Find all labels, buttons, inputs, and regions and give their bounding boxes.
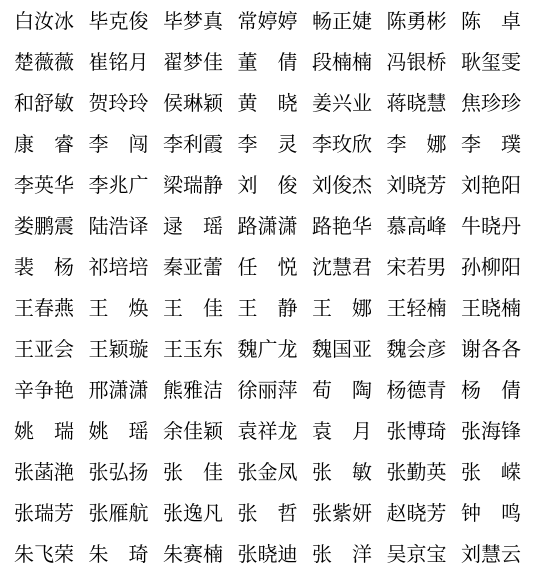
name-cell: 李兆广: [88, 172, 149, 197]
name-cell: 王轻楠: [386, 295, 447, 320]
name-cell: 张 洋: [312, 541, 372, 566]
name-cell: 李英华: [14, 172, 74, 197]
name-cell: 张 哲: [237, 500, 298, 525]
name-cell: 董 倩: [237, 49, 298, 74]
name-cell: 焦珍珍: [461, 90, 521, 115]
name-cell: 张金凤: [237, 459, 298, 484]
name-cell: 陈 卓: [461, 8, 521, 33]
name-cell: 沈慧君: [312, 254, 372, 279]
name-cell: 陈勇彬: [386, 8, 447, 33]
name-cell: 姚 瑶: [88, 418, 149, 443]
name-cell: 李 璞: [461, 131, 521, 156]
name-cell: 刘慧云: [461, 541, 521, 566]
name-cell: 段楠楠: [312, 49, 372, 74]
name-cell: 吴京宝: [386, 541, 447, 566]
name-cell: 魏会彦: [386, 336, 447, 361]
name-cell: 钟 鸣: [461, 500, 521, 525]
name-cell: 张瑞芳: [14, 500, 74, 525]
name-cell: 任 悦: [237, 254, 298, 279]
name-cell: 李 娜: [386, 131, 447, 156]
name-cell: 朱赛楠: [163, 541, 223, 566]
name-cell: 冯银桥: [386, 49, 447, 74]
name-cell: 荀 陶: [312, 377, 372, 402]
name-cell: 梁瑞静: [163, 172, 223, 197]
name-cell: 魏广龙: [237, 336, 298, 361]
name-cell: 张 敏: [312, 459, 372, 484]
name-cell: 宋若男: [386, 254, 447, 279]
name-cell: 娄鹏震: [14, 213, 74, 238]
name-cell: 李利霞: [163, 131, 223, 156]
name-cell: 刘晓芳: [386, 172, 447, 197]
name-cell: 谢各各: [461, 336, 521, 361]
name-cell: 李 灵: [237, 131, 298, 156]
name-cell: 翟梦佳: [163, 49, 223, 74]
name-cell: 杨 倩: [461, 377, 521, 402]
name-cell: 孙柳阳: [461, 254, 521, 279]
name-cell: 黄 晓: [237, 90, 298, 115]
name-cell: 张逸凡: [163, 500, 223, 525]
name-cell: 张博琦: [386, 418, 447, 443]
name-cell: 姜兴业: [312, 90, 372, 115]
name-cell: 朱 琦: [88, 541, 149, 566]
name-cell: 张弘扬: [88, 459, 149, 484]
name-cell: 王晓楠: [461, 295, 521, 320]
name-cell: 裴 杨: [14, 254, 74, 279]
name-cell: 张晓迪: [237, 541, 298, 566]
name-cell: 王 娜: [312, 295, 372, 320]
name-cell: 张海锋: [461, 418, 521, 443]
name-cell: 耿玺雯: [461, 49, 521, 74]
name-cell: 路艳华: [312, 213, 372, 238]
name-cell: 王颖璇: [88, 336, 149, 361]
name-cell: 刘俊杰: [312, 172, 372, 197]
name-cell: 张菡滟: [14, 459, 74, 484]
name-cell: 辛争艳: [14, 377, 74, 402]
name-cell: 王 佳: [163, 295, 223, 320]
name-cell: 逯 瑶: [163, 213, 223, 238]
name-cell: 王玉东: [163, 336, 223, 361]
name-cell: 杨德青: [386, 377, 447, 402]
name-cell: 张雁航: [88, 500, 149, 525]
name-cell: 余佳颖: [163, 418, 223, 443]
name-cell: 张紫妍: [312, 500, 372, 525]
name-cell: 王 焕: [88, 295, 149, 320]
name-cell: 赵晓芳: [386, 500, 447, 525]
name-cell: 常婷婷: [237, 8, 298, 33]
name-cell: 张 佳: [163, 459, 223, 484]
name-cell: 魏国亚: [312, 336, 372, 361]
name-cell: 张 嵘: [461, 459, 521, 484]
name-cell: 蒋晓慧: [386, 90, 447, 115]
name-cell: 姚 瑞: [14, 418, 74, 443]
name-list-grid: [14, 0, 536, 574]
name-cell: 徐丽萍: [237, 377, 298, 402]
name-cell: 路潇潇: [237, 213, 298, 238]
name-cell: 和舒敏: [14, 90, 74, 115]
name-cell: 楚薇薇: [14, 49, 74, 74]
name-cell: 李玫欣: [312, 131, 372, 156]
name-cell: 毕克俊: [88, 8, 149, 33]
name-cell: 袁祥龙: [237, 418, 298, 443]
name-cell: 王亚会: [14, 336, 74, 361]
name-cell: 张勤英: [386, 459, 447, 484]
name-cell: 侯琳颖: [163, 90, 223, 115]
name-cell: 白汝冰: [14, 8, 74, 33]
name-cell: 王 静: [237, 295, 298, 320]
name-cell: 刘 俊: [237, 172, 298, 197]
name-cell: 慕高峰: [386, 213, 447, 238]
name-cell: 熊雅洁: [163, 377, 223, 402]
name-cell: 王春燕: [14, 295, 74, 320]
name-cell: 陆浩译: [88, 213, 149, 238]
name-cell: 朱飞荣: [14, 541, 74, 566]
name-cell: 邢潇潇: [88, 377, 149, 402]
name-cell: 袁 月: [312, 418, 372, 443]
name-cell: 刘艳阳: [461, 172, 521, 197]
name-cell: 秦亚蕾: [163, 254, 223, 279]
name-cell: 李 闯: [88, 131, 149, 156]
name-cell: 祁培培: [88, 254, 149, 279]
name-cell: 崔铭月: [88, 49, 149, 74]
name-cell: 贺玲玲: [88, 90, 149, 115]
name-cell: 畅正婕: [312, 8, 372, 33]
name-cell: 牛晓丹: [461, 213, 521, 238]
name-cell: 毕梦真: [163, 8, 223, 33]
name-cell: 康 睿: [14, 131, 74, 156]
